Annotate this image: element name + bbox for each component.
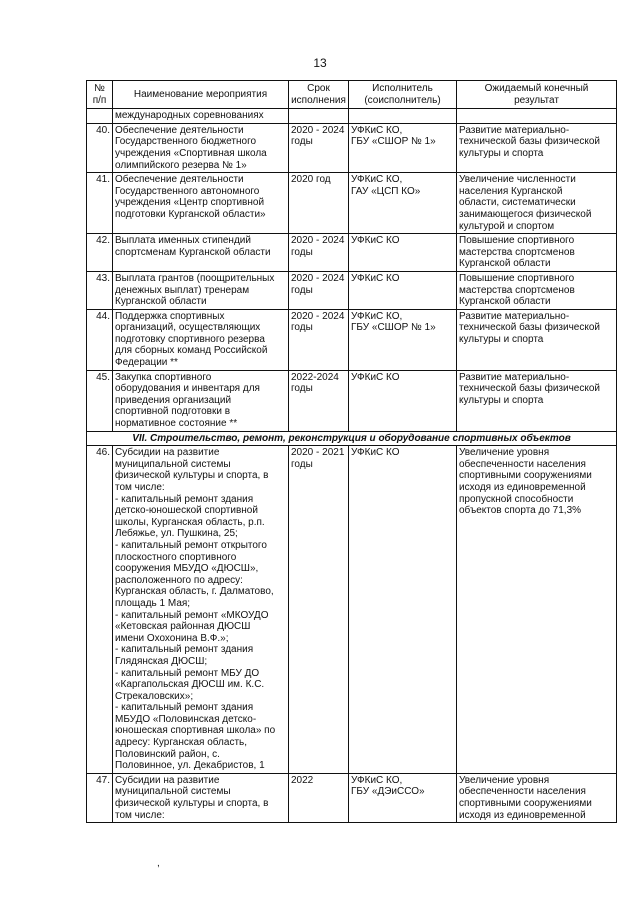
header-term: Срок исполнения xyxy=(289,81,349,109)
name-line: учреждения «Центр спортивной xyxy=(115,197,265,209)
name-line: Обеспечение деятельности xyxy=(115,124,244,136)
result-line: технической базы физической xyxy=(459,136,600,148)
cell-term xyxy=(289,446,349,774)
cell-executor xyxy=(349,271,457,309)
name-line: плоскостного спортивного xyxy=(115,551,237,563)
name-line: Курганская область, г. Далматово, xyxy=(115,586,274,598)
term-line: 2022 xyxy=(291,774,314,786)
name-line: школы, Курганская область, р.п. xyxy=(115,516,265,528)
cell-name xyxy=(113,446,289,774)
executor-line: УФКиС КО, xyxy=(351,174,403,186)
name-line: Государственного автономного xyxy=(115,185,260,197)
name-line: денежных выплат) тренерам xyxy=(115,284,250,296)
cell-executor xyxy=(349,309,457,370)
name-line: приведения организаций xyxy=(115,394,232,406)
name-line: для сборных команд Российской xyxy=(115,345,268,357)
result-line: мастерства спортсменов xyxy=(459,246,575,258)
term-line: годы xyxy=(291,458,313,470)
table-row xyxy=(87,309,617,370)
name-line: нормативное состояние ** xyxy=(115,418,238,430)
header-num: № п/п xyxy=(87,81,113,109)
term-line: годы xyxy=(291,136,313,148)
name-line: Обеспечение деятельности xyxy=(115,174,244,186)
cell-executor xyxy=(349,370,457,431)
row-number: 40. xyxy=(87,123,113,172)
name-line: Субсидии на развитие xyxy=(115,774,220,786)
row-number xyxy=(87,109,113,124)
cell-name xyxy=(113,271,289,309)
table-header-row xyxy=(87,81,617,109)
result-line: обеспеченности населения xyxy=(459,786,586,798)
name-line: - капитальный ремонт «МКОУДО xyxy=(115,609,269,621)
name-line: площадь 1 Мая; xyxy=(115,597,191,609)
term-line: годы xyxy=(291,246,313,258)
result-line: объектов спорта до 71,3% xyxy=(459,505,582,517)
name-line: «Каргапольская ДЮСШ им. К.С. xyxy=(115,679,265,691)
cell-name xyxy=(113,123,289,172)
name-line: Федерации ** xyxy=(115,357,178,369)
result-line: области, систематически xyxy=(459,197,576,209)
cell-result xyxy=(457,109,617,124)
term-line: годы xyxy=(291,322,313,334)
name-line: Половинное, ул. Декабристов, 1 xyxy=(115,760,265,772)
name-line: физической культуры и спорта, в xyxy=(115,798,269,810)
name-line: - капитальный ремонт открытого xyxy=(115,539,267,551)
result-line: спортивными сооружениями xyxy=(459,798,592,810)
executor-line: УФКиС КО xyxy=(351,272,400,284)
section-row xyxy=(87,431,617,446)
term-line: 2020 - 2024 xyxy=(291,235,345,247)
term-line: 2022-2024 xyxy=(291,371,339,383)
executor-line: ГБУ «СШОР № 1» xyxy=(351,322,436,334)
name-line: юношеская спортивная школа» по xyxy=(115,725,276,737)
name-line: международных соревнованиях xyxy=(115,110,264,122)
row-number: 46. xyxy=(87,446,113,774)
result-line: технической базы физической xyxy=(459,322,600,334)
name-line: «Кетовская районная ДЮСШ xyxy=(115,621,251,633)
cell-name xyxy=(113,109,289,124)
name-line: Половинский район, с. xyxy=(115,748,220,760)
result-line: исходя из единовременной xyxy=(459,809,586,821)
name-line: имени Охохонина В.Ф.»; xyxy=(115,632,229,644)
cell-result xyxy=(457,773,617,822)
cell-term xyxy=(289,271,349,309)
term-line: годы xyxy=(291,383,313,395)
result-line: Развитие материально- xyxy=(459,310,570,322)
table-row xyxy=(87,773,617,822)
cell-result xyxy=(457,234,617,272)
table-row xyxy=(87,446,617,774)
cell-name xyxy=(113,773,289,822)
cell-name xyxy=(113,309,289,370)
cell-term xyxy=(289,123,349,172)
name-line: Курганской области xyxy=(115,296,207,308)
name-line: сооружения МБУДО «ДЮСШ», xyxy=(115,563,259,575)
term-line: годы xyxy=(291,284,313,296)
name-line: оборудования и инвентаря для xyxy=(115,383,260,395)
table-row xyxy=(87,109,617,124)
term-line: 2020 год xyxy=(291,174,331,186)
name-line: организаций, осуществляющих xyxy=(115,322,261,334)
cell-term xyxy=(289,773,349,822)
name-line: спортивной подготовки в xyxy=(115,406,230,418)
name-line: муниципальной системы xyxy=(115,458,231,470)
name-line: Субсидии на развитие xyxy=(115,447,220,459)
header-name: Наименование мероприятия xyxy=(113,81,289,109)
name-line: Поддержка спортивных xyxy=(115,310,225,322)
activities-table xyxy=(86,80,617,823)
name-line: - капитальный ремонт МБУ ДО xyxy=(115,667,260,679)
result-line: культурой и спортом xyxy=(459,220,555,232)
name-line: Выплата грантов (поощрительных xyxy=(115,272,275,284)
result-line: Курганской области xyxy=(459,258,551,270)
executor-line: УФКиС КО xyxy=(351,371,400,383)
result-line: пропускной способности xyxy=(459,493,574,505)
cell-result xyxy=(457,446,617,774)
table-body xyxy=(87,109,617,823)
result-line: Развитие материально- xyxy=(459,371,570,383)
name-line: физической культуры и спорта, в xyxy=(115,470,269,482)
term-line: 2020 - 2024 xyxy=(291,124,345,136)
executor-line: ГБУ «СШОР № 1» xyxy=(351,136,436,148)
cell-term xyxy=(289,309,349,370)
result-line: культуры и спорта xyxy=(459,394,544,406)
result-line: Развитие материально- xyxy=(459,124,570,136)
name-line: расположенного по адресу: xyxy=(115,574,243,586)
name-line: муниципальной системы xyxy=(115,786,231,798)
executor-line: ГБУ «ДЭиССО» xyxy=(351,786,425,798)
name-line: Выплата именных стипендий xyxy=(115,235,251,247)
cell-term xyxy=(289,173,349,234)
name-line: том числе: xyxy=(115,482,165,493)
cell-result xyxy=(457,309,617,370)
result-line: мастерства спортсменов xyxy=(459,284,575,296)
result-line: культуры и спорта xyxy=(459,147,544,159)
cell-executor xyxy=(349,173,457,234)
result-line: спортивными сооружениями xyxy=(459,470,592,482)
row-number: 47. xyxy=(87,773,113,822)
name-line: - капитальный ремонт здания xyxy=(115,493,254,505)
name-line: - капитальный ремонт здания xyxy=(115,702,254,714)
result-line: населения Курганской xyxy=(459,185,563,197)
cell-name xyxy=(113,370,289,431)
result-line: обеспеченности населения xyxy=(459,458,586,470)
result-line: Курганской области xyxy=(459,296,551,308)
name-line: детско-юношеской спортивной xyxy=(115,505,258,517)
row-number: 42. xyxy=(87,234,113,272)
name-line: МБУДО «Половинская детско- xyxy=(115,713,257,725)
cell-result xyxy=(457,173,617,234)
row-number: 45. xyxy=(87,370,113,431)
result-line: Повышение спортивного xyxy=(459,272,575,284)
name-line: учреждения «Спортивная школа xyxy=(115,147,267,159)
row-number: 43. xyxy=(87,271,113,309)
stray-mark: , xyxy=(157,858,160,869)
term-line: 2020 - 2024 xyxy=(291,272,345,284)
executor-line: УФКиС КО, xyxy=(351,124,403,136)
executor-line: ГАУ «ЦСП КО» xyxy=(351,185,421,197)
cell-name xyxy=(113,173,289,234)
table-row xyxy=(87,234,617,272)
name-line: подготовку спортивного резерва xyxy=(115,333,265,345)
name-line: том числе: xyxy=(115,809,165,821)
result-line: технической базы физической xyxy=(459,383,600,395)
name-line: Государственного бюджетного xyxy=(115,136,257,148)
name-line: Лебяжье, ул. Пушкина, 25; xyxy=(115,528,238,540)
result-line: Увеличение уровня xyxy=(459,774,550,786)
result-line: Увеличение численности xyxy=(459,174,576,186)
section-title: VII. Строительство, ремонт, реконструкция и оборудование спортивных объектов xyxy=(87,431,617,446)
name-line: Закупка спортивного xyxy=(115,371,212,383)
row-number: 41. xyxy=(87,173,113,234)
table-row xyxy=(87,173,617,234)
cell-result xyxy=(457,370,617,431)
table-row xyxy=(87,123,617,172)
cell-executor xyxy=(349,446,457,774)
header-executor: Исполнитель (соисполнитель) xyxy=(349,81,457,109)
cell-executor xyxy=(349,109,457,124)
result-line: культуры и спорта xyxy=(459,333,544,345)
cell-term xyxy=(289,109,349,124)
result-line: Увеличение уровня xyxy=(459,447,550,459)
executor-line: УФКиС КО, xyxy=(351,774,403,786)
name-line: подготовки Курганской области» xyxy=(115,208,266,220)
cell-term xyxy=(289,234,349,272)
name-line: адресу: Курганская область, xyxy=(115,737,248,749)
cell-executor xyxy=(349,234,457,272)
name-line: Стрекаловских»; xyxy=(115,690,194,702)
page-number: 13 xyxy=(313,56,327,70)
cell-executor xyxy=(349,123,457,172)
cell-name xyxy=(113,234,289,272)
cell-result xyxy=(457,123,617,172)
table-row xyxy=(87,370,617,431)
name-line: спортсменам Курганской области xyxy=(115,246,271,258)
result-line: исходя из единовременной xyxy=(459,482,586,493)
executor-line: УФКиС КО xyxy=(351,235,400,247)
name-line: - капитальный ремонт здания xyxy=(115,644,254,656)
cell-executor xyxy=(349,773,457,822)
header-result: Ожидаемый конечный результат xyxy=(457,81,617,109)
name-line: олимпийского резерва № 1» xyxy=(115,159,247,171)
result-line: занимающегося физической xyxy=(459,208,592,220)
row-number: 44. xyxy=(87,309,113,370)
result-line: Повышение спортивного xyxy=(459,235,575,247)
executor-line: УФКиС КО, xyxy=(351,310,403,322)
table-row xyxy=(87,271,617,309)
executor-line: УФКиС КО xyxy=(351,447,400,459)
term-line: 2020 - 2021 xyxy=(291,447,345,459)
cell-term xyxy=(289,370,349,431)
term-line: 2020 - 2024 xyxy=(291,310,345,322)
name-line: Глядянская ДЮСШ; xyxy=(115,655,208,667)
cell-result xyxy=(457,271,617,309)
